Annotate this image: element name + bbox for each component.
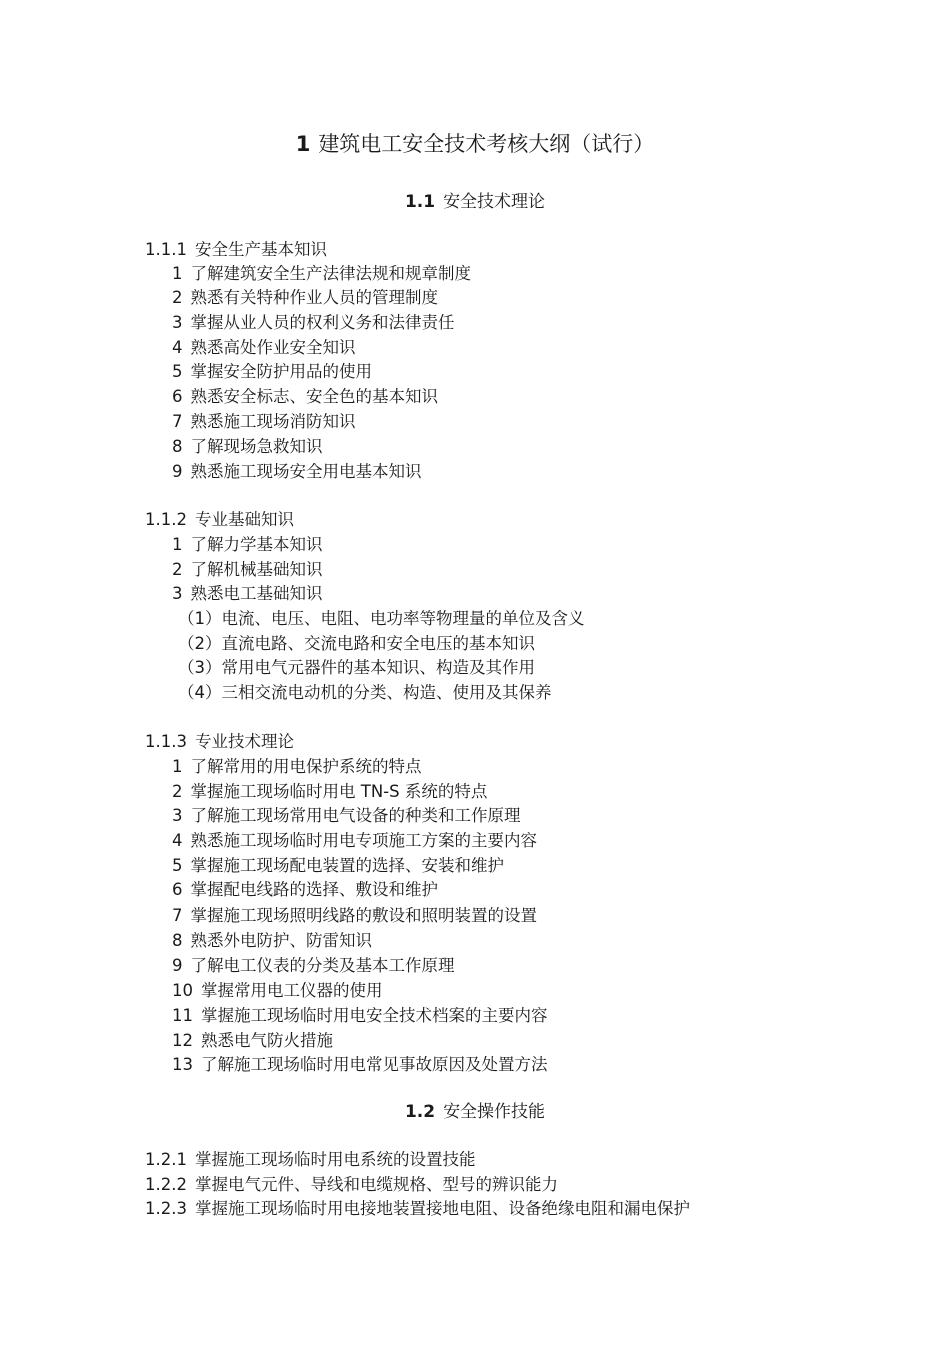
sub-list-item: （4）三相交流电动机的分类、构造、使用及其保养: [178, 683, 552, 702]
list-item: 2 熟悉有关特种作业人员的管理制度: [172, 288, 438, 307]
sub-list-item: （1）电流、电压、电阻、电功率等物理量的单位及含义: [178, 609, 585, 628]
list-item: 5 掌握施工现场配电装置的选择、安装和维护: [172, 856, 504, 875]
list-item: 8 了解现场急救知识: [172, 437, 323, 456]
list-item: 3 掌握从业人员的权利义务和法律责任: [172, 313, 455, 332]
list-item: 9 了解电工仪表的分类及基本工作原理: [172, 956, 455, 975]
title-number: 1: [295, 132, 311, 156]
list-item: 1 了解力学基本知识: [172, 535, 323, 554]
list-item: 3 熟悉电工基础知识: [172, 584, 323, 603]
section-heading-1-2: 1.2 安全操作技能: [404, 1102, 546, 1122]
list-item: 10 掌握常用电工仪器的使用: [172, 981, 383, 1000]
list-item: 12 熟悉电气防火措施: [172, 1031, 333, 1050]
subsection-heading-1-1-1: 1.1.1 安全生产基本知识: [145, 240, 327, 259]
list-item: 4 熟悉施工现场临时用电专项施工方案的主要内容: [172, 831, 537, 850]
list-item: 5 掌握安全防护用品的使用: [172, 362, 372, 381]
list-item: 4 熟悉高处作业安全知识: [172, 338, 356, 357]
list-item: 11 掌握施工现场临时用电安全技术档案的主要内容: [172, 1006, 548, 1025]
sub-list-item: （3）常用电气元器件的基本知识、构造及其作用: [178, 658, 535, 677]
list-item: 8 熟悉外电防护、防雷知识: [172, 931, 372, 950]
list-item: 6 熟悉安全标志、安全色的基本知识: [172, 387, 438, 406]
list-item: 7 熟悉施工现场消防知识: [172, 412, 356, 431]
section-heading-1-1: 1.1 安全技术理论: [404, 192, 546, 212]
list-item: 2 了解机械基础知识: [172, 560, 323, 579]
list-item: 1 了解建筑安全生产法律法规和规章制度: [172, 264, 471, 283]
subsection-heading-1-1-2: 1.1.2 专业基础知识: [145, 510, 294, 529]
list-item: 1 了解常用的用电保护系统的特点: [172, 757, 422, 776]
document-title: [0, 130, 950, 158]
subsection-heading-1-1-3: 1.1.3 专业技术理论: [145, 732, 294, 751]
list-item: 1.2.1 掌握施工现场临时用电系统的设置技能: [145, 1150, 476, 1169]
list-item: 7 掌握施工现场照明线路的敷设和照明装置的设置: [172, 906, 537, 925]
list-item: 3 了解施工现场常用电气设备的种类和工作原理: [172, 806, 521, 825]
list-item: 1.2.2 掌握电气元件、导线和电缆规格、型号的辨识能力: [145, 1175, 558, 1194]
list-item: 2 掌握施工现场临时用电 TN-S 系统的特点: [172, 782, 488, 801]
title-text: 建筑电工安全技术考核大纲（试行）: [318, 132, 655, 156]
sub-list-item: （2）直流电路、交流电路和安全电压的基本知识: [178, 634, 535, 653]
list-item: 1.2.3 掌握施工现场临时用电接地装置接地电阻、设备绝缘电阻和漏电保护: [145, 1199, 690, 1218]
list-item: 13 了解施工现场临时用电常见事故原因及处置方法: [172, 1055, 548, 1074]
list-item: 9 熟悉施工现场安全用电基本知识: [172, 462, 422, 481]
list-item: 6 掌握配电线路的选择、敷设和维护: [172, 880, 438, 899]
